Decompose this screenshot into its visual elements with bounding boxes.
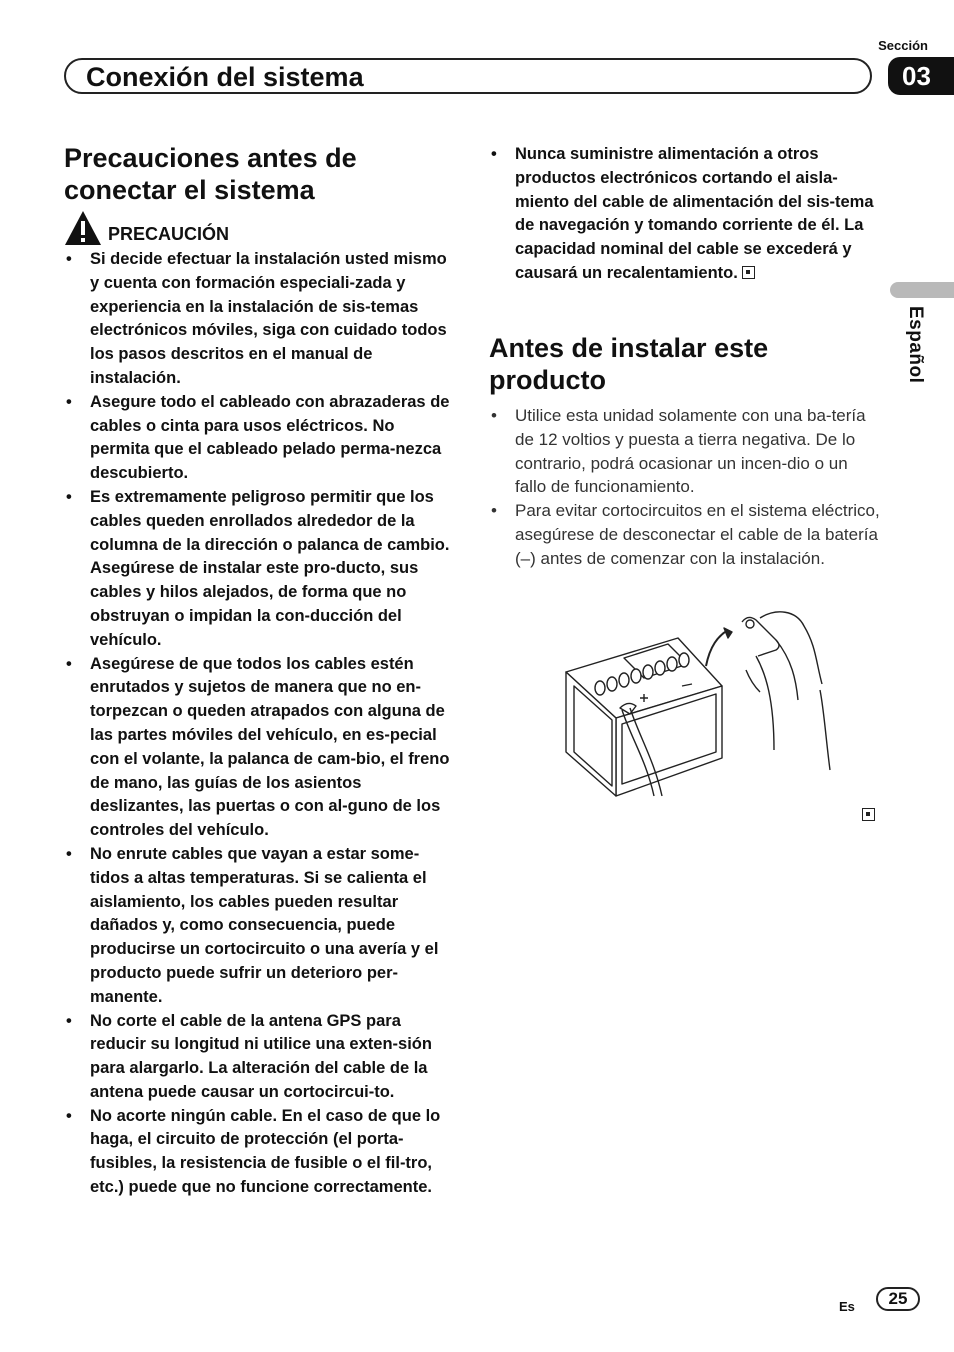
power-warning-list	[489, 143, 879, 286]
list-item: • Si decide efectuar la instalación usted mismo y cuenta con formación especiali-zada y experiencia en la instalación de sis-temas electrónicos móviles, siga con cuidado todos los pasos descritos en el manual de instalación.	[64, 248, 456, 391]
page-number: 25	[876, 1287, 920, 1311]
list-item: • No corte el cable de la antena GPS para reducir su longitud ni utilice una exten-sión para alargarlo. La alteración del cable de la antena puede causar un cortocircui-to.	[64, 1010, 456, 1105]
end-of-section-icon	[862, 808, 875, 821]
list-item: • No acorte ningún cable. En el caso de que lo haga, el circuito de protección (el porta-fusibles, la resistencia de fusible o el fil-tro, etc.) puede que no funcione correctamente.	[64, 1105, 456, 1200]
section-number-badge: 03	[888, 57, 954, 95]
list-item: • Utilice esta unidad solamente con una ba-tería de 12 voltios y puesta a tierra negativa. De lo contrario, podrá ocasionar un incen-dio o un fallo de funcionamiento.	[489, 404, 881, 499]
language-tab-bar	[890, 282, 954, 298]
section-label: Sección	[878, 38, 928, 53]
caution-label: PRECAUCIÓN	[108, 224, 230, 244]
section-heading-before-install: Antes de instalar este producto	[489, 333, 769, 395]
precautions-list	[64, 248, 456, 1200]
list-item: • Asegúrese de que todos los cables estén enrutados y sujetos de manera que no en-torpezcan o queden atrapados con alguna de las partes móviles del vehículo, en es-pecial con el volante, la palanca de cam-bio, el freno de mano, las guías de los asientos deslizantes, las puertas o con al-guno de los controles del vehículo.	[64, 653, 456, 843]
list-item: • Asegure todo el cableado con abrazaderas de cables o cinta para usos eléctricos. No permita que el cableado pelado perma-nezca descubierto.	[64, 391, 456, 486]
list-item: • Para evitar cortocircuitos en el sistema eléctrico, asegúrese de desconectar el cable de la batería (–) antes de comenzar con la instalación.	[489, 499, 881, 570]
section-heading-precautions: Precauciones antes de conectar el sistema	[64, 143, 357, 205]
header-bar	[64, 58, 872, 94]
list-item: • No enrute cables que vayan a estar some-tidos a altas temperaturas. Si se calienta el aislamiento, los cables pueden resultar dañados y, como consecuencia, puede producirse un cortocircuito o una avería y el producto puede sufrir un deterioro per-manente.	[64, 843, 456, 1010]
list-item: • Es extremamente peligroso permitir que los cables queden enrollados alrededor de la columna de la dirección o palanca de cambio. Asegúrese de instalar este pro-ducto, sus cables y hilos alejados, de forma que no obstruyan o impidan la con-ducción del vehículo.	[64, 486, 456, 653]
list-item	[489, 143, 879, 286]
before-install-list	[489, 404, 881, 571]
battery-disconnect-illustration	[560, 600, 840, 800]
footer-language-code: Es	[839, 1299, 855, 1314]
warning-triangle-icon	[64, 210, 102, 246]
list-item-text: Nunca suministre alimentación a otros productos electrónicos cortando el aisla-miento del cable de alimentación del sis-tema de navegación y tomando corriente de él. La capacidad nominal del cable se excederá y causará un recalentamiento.	[515, 145, 874, 282]
language-tab-label: Español	[905, 306, 926, 384]
end-of-section-icon	[742, 266, 755, 279]
page-title: Conexión del sistema	[86, 62, 364, 92]
